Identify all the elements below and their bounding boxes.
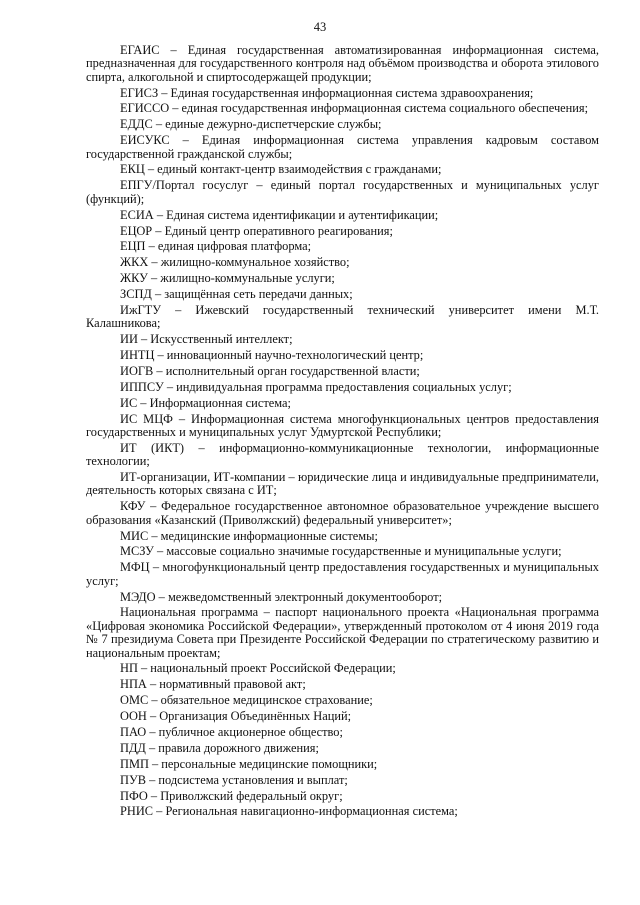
abbreviation-entry: ЖКУ – жилищно-коммунальные услуги; bbox=[120, 271, 335, 286]
abbreviation-entry: ЕДДС – единые дежурно-диспетчерские службы; bbox=[120, 117, 382, 132]
abbreviation-entry: ЕПГУ/Портал госуслуг – единый портал государственных и муниципальных услуг (функций); bbox=[86, 178, 599, 206]
abbreviation-entry: ЕЦП – единая цифровая платформа; bbox=[120, 239, 312, 254]
abbreviation-entry: Национальная программа – паспорт национального проекта «Национальная программа «Цифровая экономика Российской Федерации», утвержденный протоколом от 4 июня 2019 года № 7 президиума Совета при Президенте Российской Федерации по стратегическому развитию и национальным проектам; bbox=[86, 605, 599, 660]
abbreviation-entry: ОМС – обязательное медицинское страхование; bbox=[120, 693, 373, 708]
abbreviation-entry: ЕГИССО – единая государственная информационная система социального обеспечения; bbox=[120, 101, 589, 116]
abbreviation-entry: ЕЦОР – Единый центр оперативного реагирования; bbox=[120, 223, 393, 238]
abbreviation-entry: ПУВ – подсистема установления и выплат; bbox=[120, 772, 348, 787]
abbreviation-entry: ЕГИСЗ – Единая государственная информационная система здравоохранения; bbox=[120, 85, 534, 100]
abbreviation-entry: ПМП – персональные медицинские помощники; bbox=[120, 756, 378, 771]
abbreviation-entry: ИС МЦФ – Информационная система многофункциональных центров предоставления государственных и муниципальных услуг Удмуртской Республики; bbox=[86, 411, 599, 439]
abbreviation-entry: МСЗУ – массовые социально значимые государственные и муниципальные услуги; bbox=[120, 544, 562, 559]
abbreviation-entry: ПФО – Приволжский федеральный округ; bbox=[120, 788, 343, 803]
abbreviation-entry: ИТ-организации, ИТ-компании – юридические лица и индивидуальные предприниматели, деятельность которых связана с ИТ; bbox=[86, 470, 599, 498]
abbreviation-entry: ЕГАИС – Единая государственная автоматизированная информационная система, предназначенная для государственного контроля над объёмом производства и оборота этилового спирта, алкогольной и спиртосодержащей продукции; bbox=[86, 43, 599, 84]
page-number: 43 bbox=[313, 20, 327, 34]
abbreviation-entry: МЭДО – межведомственный электронный документооборот; bbox=[120, 589, 443, 604]
abbreviation-entry: ИС – Информационная система; bbox=[120, 395, 291, 410]
abbreviation-entry: НП – национальный проект Российской Федерации; bbox=[120, 661, 396, 676]
abbreviation-entry: КФУ – Федеральное государственное автономное образовательное учреждение высшего образования «Казанский (Приволжский) федеральный университет»; bbox=[86, 499, 599, 527]
abbreviation-entry: ИППСУ – индивидуальная программа предоставления социальных услуг; bbox=[120, 379, 512, 394]
abbreviations-list bbox=[86, 44, 599, 821]
abbreviation-entry: ЕКЦ – единый контакт-центр взаимодействия с гражданами; bbox=[120, 162, 442, 177]
abbreviation-entry: ИИ – Искусственный интеллект; bbox=[120, 332, 293, 347]
abbreviation-entry: ИжГТУ – Ижевский государственный технический университет имени М.Т. Калашникова; bbox=[86, 302, 599, 331]
abbreviation-entry: ПДД – правила дорожного движения; bbox=[120, 740, 319, 755]
abbreviation-entry: ИНТЦ – инновационный научно-технологический центр; bbox=[120, 348, 424, 363]
abbreviation-entry: ООН – Организация Объединённых Наций; bbox=[120, 709, 352, 724]
abbreviation-entry: ИТ (ИКТ) – информационно-коммуникационные технологии, информационные технологии; bbox=[86, 440, 599, 469]
abbreviation-entry: МФЦ – многофункциональный центр предоставления государственных и муниципальных услуг; bbox=[86, 560, 599, 588]
abbreviation-entry: НПА – нормативный правовой акт; bbox=[120, 677, 306, 692]
abbreviation-entry: РНИС – Региональная навигационно-информационная система; bbox=[120, 804, 458, 819]
abbreviation-entry: МИС – медицинские информационные системы; bbox=[120, 528, 378, 543]
abbreviation-entry: ЕИСУКС – Единая информационная система управления кадровым составом государственной гражданской службы; bbox=[86, 133, 599, 161]
abbreviation-entry: ЗСПД – защищённая сеть передачи данных; bbox=[120, 287, 353, 302]
abbreviation-entry: ЕСИА – Единая система идентификации и аутентификации; bbox=[120, 207, 439, 222]
abbreviation-entry: ПАО – публичное акционерное общество; bbox=[120, 724, 343, 739]
abbreviation-entry: ИОГВ – исполнительный орган государственной власти; bbox=[120, 363, 420, 378]
abbreviation-entry: ЖКХ – жилищно-коммунальное хозяйство; bbox=[120, 255, 350, 270]
